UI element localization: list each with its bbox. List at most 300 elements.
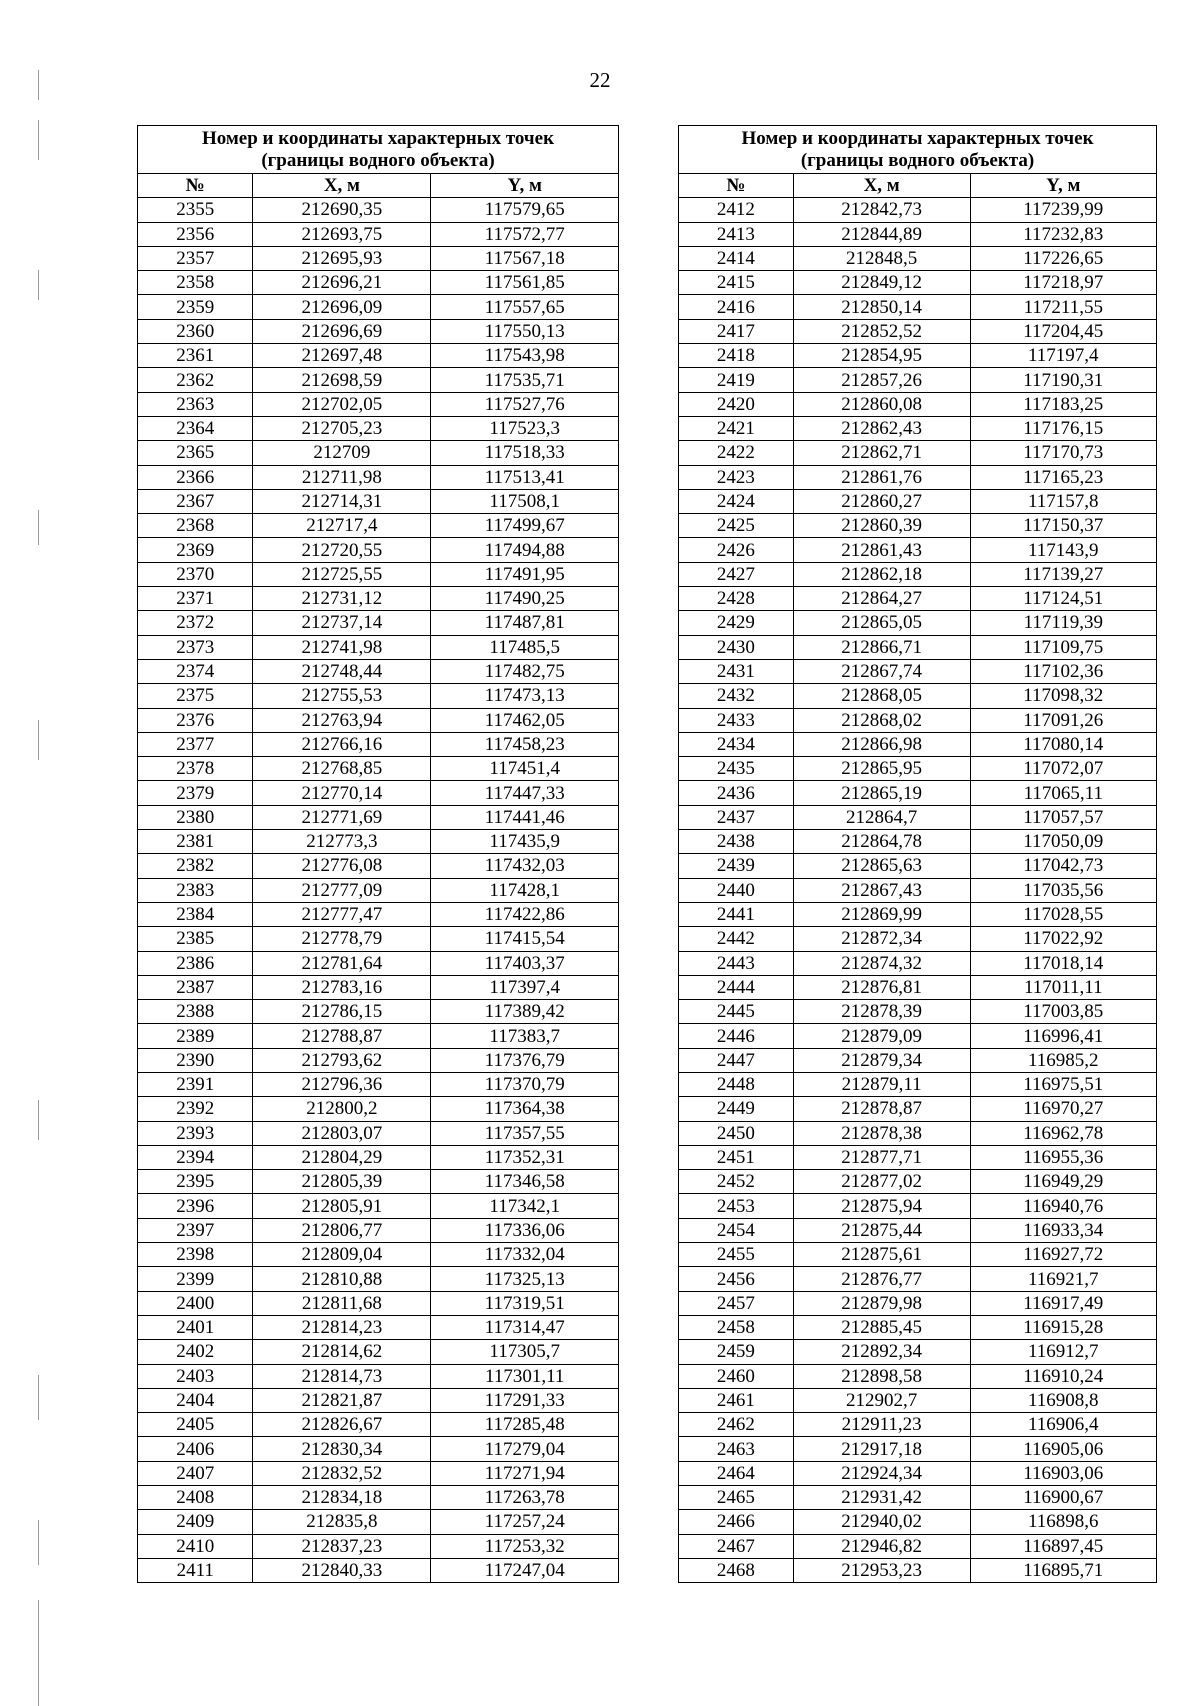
cell-y-coordinate: 117003,85: [970, 1000, 1156, 1024]
cell-point-number: 2396: [138, 1194, 253, 1218]
scan-margin-line: [38, 510, 39, 545]
cell-x-coordinate: 212953,23: [793, 1558, 970, 1582]
cell-y-coordinate: 117285,48: [431, 1413, 619, 1437]
cell-point-number: 2454: [679, 1218, 794, 1242]
cell-x-coordinate: 212842,73: [793, 198, 970, 222]
cell-point-number: 2368: [138, 514, 253, 538]
table-row: [679, 465, 1157, 489]
table-row: [679, 1534, 1157, 1558]
cell-y-coordinate: 117342,1: [431, 1194, 619, 1218]
cell-point-number: 2460: [679, 1364, 794, 1388]
cell-y-coordinate: 117527,76: [431, 392, 619, 416]
cell-x-coordinate: 212885,45: [793, 1315, 970, 1339]
cell-x-coordinate: 212844,89: [793, 222, 970, 246]
cell-point-number: 2394: [138, 1145, 253, 1169]
cell-x-coordinate: 212773,3: [253, 830, 431, 854]
table-row: [138, 1194, 619, 1218]
cell-y-coordinate: 117218,97: [970, 271, 1156, 295]
cell-point-number: 2466: [679, 1510, 794, 1534]
table-row: [679, 295, 1157, 319]
cell-y-coordinate: 117462,05: [431, 708, 619, 732]
cell-y-coordinate: 117567,18: [431, 246, 619, 270]
cell-point-number: 2381: [138, 830, 253, 854]
cell-point-number: 2409: [138, 1510, 253, 1534]
cell-y-coordinate: 117239,99: [970, 198, 1156, 222]
cell-point-number: 2373: [138, 635, 253, 659]
table-row: [138, 1243, 619, 1267]
cell-y-coordinate: 116905,06: [970, 1437, 1156, 1461]
table-row: [138, 732, 619, 756]
cell-point-number: 2462: [679, 1413, 794, 1437]
cell-x-coordinate: 212865,95: [793, 757, 970, 781]
table-row: [679, 1437, 1157, 1461]
table-row: [679, 757, 1157, 781]
cell-x-coordinate: 212940,02: [793, 1510, 970, 1534]
cell-point-number: 2377: [138, 732, 253, 756]
cell-point-number: 2360: [138, 319, 253, 343]
cell-y-coordinate: 117197,4: [970, 344, 1156, 368]
table-row: [679, 635, 1157, 659]
cell-x-coordinate: 212864,78: [793, 830, 970, 854]
cell-point-number: 2422: [679, 441, 794, 465]
cell-y-coordinate: 116912,7: [970, 1340, 1156, 1364]
cell-x-coordinate: 212690,35: [253, 198, 431, 222]
table-row: [679, 222, 1157, 246]
cell-y-coordinate: 117305,7: [431, 1340, 619, 1364]
cell-point-number: 2384: [138, 902, 253, 926]
cell-y-coordinate: 117451,4: [431, 757, 619, 781]
cell-point-number: 2419: [679, 368, 794, 392]
cell-x-coordinate: 212826,67: [253, 1413, 431, 1437]
table-row: [138, 805, 619, 829]
table-row: [679, 368, 1157, 392]
cell-point-number: 2442: [679, 927, 794, 951]
cell-x-coordinate: 212865,19: [793, 781, 970, 805]
cell-x-coordinate: 212725,55: [253, 562, 431, 586]
cell-y-coordinate: 117403,37: [431, 951, 619, 975]
cell-point-number: 2434: [679, 732, 794, 756]
table-title-line1: Номер и координаты характерных точек: [201, 128, 555, 149]
cell-x-coordinate: 212741,98: [253, 635, 431, 659]
cell-y-coordinate: 117183,25: [970, 392, 1156, 416]
table-row: [679, 830, 1157, 854]
cell-x-coordinate: 212748,44: [253, 659, 431, 683]
cell-point-number: 2363: [138, 392, 253, 416]
cell-point-number: 2372: [138, 611, 253, 635]
cell-x-coordinate: 212875,44: [793, 1218, 970, 1242]
cell-y-coordinate: 117301,11: [431, 1364, 619, 1388]
cell-point-number: 2420: [679, 392, 794, 416]
cell-point-number: 2430: [679, 635, 794, 659]
cell-x-coordinate: 212720,55: [253, 538, 431, 562]
table-row: [679, 611, 1157, 635]
cell-x-coordinate: 212711,98: [253, 465, 431, 489]
cell-x-coordinate: 212876,81: [793, 975, 970, 999]
cell-point-number: 2415: [679, 271, 794, 295]
table-row: [679, 1243, 1157, 1267]
cell-point-number: 2458: [679, 1315, 794, 1339]
cell-y-coordinate: 117447,33: [431, 781, 619, 805]
scan-margin-line: [38, 1600, 39, 1706]
cell-point-number: 2439: [679, 854, 794, 878]
cell-x-coordinate: 212803,07: [253, 1121, 431, 1145]
cell-x-coordinate: 212878,38: [793, 1121, 970, 1145]
cell-y-coordinate: 117441,46: [431, 805, 619, 829]
cell-point-number: 2429: [679, 611, 794, 635]
cell-y-coordinate: 117271,94: [431, 1461, 619, 1485]
table-row: [679, 1364, 1157, 1388]
cell-point-number: 2407: [138, 1461, 253, 1485]
column-header-number: №: [138, 174, 253, 198]
cell-x-coordinate: 212861,76: [793, 465, 970, 489]
table-row: [138, 1024, 619, 1048]
cell-point-number: 2385: [138, 927, 253, 951]
cell-point-number: 2459: [679, 1340, 794, 1364]
table-body-right: [679, 198, 1157, 1583]
cell-x-coordinate: 212697,48: [253, 344, 431, 368]
cell-point-number: 2457: [679, 1291, 794, 1315]
cell-x-coordinate: 212810,88: [253, 1267, 431, 1291]
cell-y-coordinate: 116895,71: [970, 1558, 1156, 1582]
cell-x-coordinate: 212804,29: [253, 1145, 431, 1169]
cell-y-coordinate: 117513,41: [431, 465, 619, 489]
column-header-x: X, м: [253, 174, 431, 198]
scan-margin-line: [38, 270, 39, 300]
cell-point-number: 2428: [679, 587, 794, 611]
cell-point-number: 2362: [138, 368, 253, 392]
cell-x-coordinate: 212875,61: [793, 1243, 970, 1267]
cell-point-number: 2436: [679, 781, 794, 805]
cell-x-coordinate: 212702,05: [253, 392, 431, 416]
cell-y-coordinate: 117109,75: [970, 635, 1156, 659]
cell-x-coordinate: 212867,43: [793, 878, 970, 902]
table-row: [679, 1097, 1157, 1121]
cell-y-coordinate: 117050,09: [970, 830, 1156, 854]
table-row: [138, 781, 619, 805]
cell-y-coordinate: 117364,38: [431, 1097, 619, 1121]
coordinates-table-right: [678, 125, 1157, 1583]
cell-x-coordinate: 212860,27: [793, 489, 970, 513]
cell-y-coordinate: 116955,36: [970, 1145, 1156, 1169]
cell-x-coordinate: 212814,73: [253, 1364, 431, 1388]
cell-point-number: 2386: [138, 951, 253, 975]
table-title: [138, 126, 619, 174]
cell-x-coordinate: 212865,63: [793, 854, 970, 878]
cell-y-coordinate: 117473,13: [431, 684, 619, 708]
cell-x-coordinate: 212788,87: [253, 1024, 431, 1048]
cell-y-coordinate: 117150,37: [970, 514, 1156, 538]
table-row: [138, 927, 619, 951]
cell-x-coordinate: 212877,71: [793, 1145, 970, 1169]
cell-x-coordinate: 212862,71: [793, 441, 970, 465]
cell-y-coordinate: 116906,4: [970, 1413, 1156, 1437]
table-row: [679, 1558, 1157, 1582]
cell-y-coordinate: 117018,14: [970, 951, 1156, 975]
cell-x-coordinate: 212946,82: [793, 1534, 970, 1558]
table-row: [679, 1072, 1157, 1096]
cell-x-coordinate: 212805,39: [253, 1170, 431, 1194]
cell-y-coordinate: 116933,34: [970, 1218, 1156, 1242]
cell-y-coordinate: 116996,41: [970, 1024, 1156, 1048]
cell-y-coordinate: 116917,49: [970, 1291, 1156, 1315]
cell-y-coordinate: 116962,78: [970, 1121, 1156, 1145]
table-row: [138, 757, 619, 781]
cell-y-coordinate: 117397,4: [431, 975, 619, 999]
cell-y-coordinate: 117165,23: [970, 465, 1156, 489]
cell-x-coordinate: 212834,18: [253, 1486, 431, 1510]
table-row: [679, 344, 1157, 368]
table-row: [679, 1340, 1157, 1364]
cell-point-number: 2397: [138, 1218, 253, 1242]
table-row: [679, 587, 1157, 611]
cell-x-coordinate: 212837,23: [253, 1534, 431, 1558]
cell-x-coordinate: 212821,87: [253, 1388, 431, 1412]
cell-y-coordinate: 117518,33: [431, 441, 619, 465]
cell-y-coordinate: 116985,2: [970, 1048, 1156, 1072]
cell-x-coordinate: 212865,05: [793, 611, 970, 635]
table-row: [679, 927, 1157, 951]
cell-y-coordinate: 117491,95: [431, 562, 619, 586]
table-row: [138, 271, 619, 295]
cell-y-coordinate: 117042,73: [970, 854, 1156, 878]
cell-y-coordinate: 117332,04: [431, 1243, 619, 1267]
scan-margin-line: [38, 720, 39, 760]
cell-x-coordinate: 212796,36: [253, 1072, 431, 1096]
cell-x-coordinate: 212931,42: [793, 1486, 970, 1510]
cell-y-coordinate: 117508,1: [431, 489, 619, 513]
cell-point-number: 2391: [138, 1072, 253, 1096]
cell-x-coordinate: 212709: [253, 441, 431, 465]
cell-x-coordinate: 212763,94: [253, 708, 431, 732]
cell-point-number: 2401: [138, 1315, 253, 1339]
table-row: [138, 465, 619, 489]
cell-point-number: 2371: [138, 587, 253, 611]
table-row: [138, 392, 619, 416]
cell-point-number: 2393: [138, 1121, 253, 1145]
cell-y-coordinate: 117557,65: [431, 295, 619, 319]
cell-y-coordinate: 117376,79: [431, 1048, 619, 1072]
table-row: [138, 1364, 619, 1388]
cell-point-number: 2389: [138, 1024, 253, 1048]
cell-x-coordinate: 212731,12: [253, 587, 431, 611]
cell-x-coordinate: 212850,14: [793, 295, 970, 319]
cell-point-number: 2383: [138, 878, 253, 902]
cell-point-number: 2467: [679, 1534, 794, 1558]
cell-y-coordinate: 117035,56: [970, 878, 1156, 902]
cell-x-coordinate: 212696,21: [253, 271, 431, 295]
table-title-line2: (границы водного объекта): [800, 150, 1035, 171]
table-row: [679, 1461, 1157, 1485]
cell-x-coordinate: 212879,11: [793, 1072, 970, 1096]
cell-y-coordinate: 117370,79: [431, 1072, 619, 1096]
table-row: [679, 514, 1157, 538]
cell-x-coordinate: 212878,39: [793, 1000, 970, 1024]
cell-x-coordinate: 212878,87: [793, 1097, 970, 1121]
cell-point-number: 2427: [679, 562, 794, 586]
cell-y-coordinate: 117482,75: [431, 659, 619, 683]
cell-point-number: 2463: [679, 1437, 794, 1461]
cell-x-coordinate: 212869,99: [793, 902, 970, 926]
table-row: [679, 489, 1157, 513]
cell-y-coordinate: 117422,86: [431, 902, 619, 926]
cell-y-coordinate: 117389,42: [431, 1000, 619, 1024]
table-row: [138, 1534, 619, 1558]
table-row: [138, 708, 619, 732]
table-row: [679, 319, 1157, 343]
cell-point-number: 2417: [679, 319, 794, 343]
cell-point-number: 2411: [138, 1558, 253, 1582]
table-row: [679, 1000, 1157, 1024]
cell-point-number: 2446: [679, 1024, 794, 1048]
cell-x-coordinate: 212705,23: [253, 416, 431, 440]
table-row: [138, 878, 619, 902]
cell-x-coordinate: 212852,52: [793, 319, 970, 343]
table-row: [679, 805, 1157, 829]
cell-x-coordinate: 212840,33: [253, 1558, 431, 1582]
cell-point-number: 2376: [138, 708, 253, 732]
cell-point-number: 2447: [679, 1048, 794, 1072]
cell-y-coordinate: 117211,55: [970, 295, 1156, 319]
cell-point-number: 2448: [679, 1072, 794, 1096]
table-row: [679, 1267, 1157, 1291]
table-row: [679, 1413, 1157, 1437]
cell-point-number: 2355: [138, 198, 253, 222]
cell-y-coordinate: 117336,06: [431, 1218, 619, 1242]
cell-point-number: 2444: [679, 975, 794, 999]
cell-x-coordinate: 212714,31: [253, 489, 431, 513]
cell-y-coordinate: 116970,27: [970, 1097, 1156, 1121]
cell-point-number: 2380: [138, 805, 253, 829]
cell-y-coordinate: 116897,45: [970, 1534, 1156, 1558]
cell-point-number: 2369: [138, 538, 253, 562]
table-row: [679, 271, 1157, 295]
cell-y-coordinate: 117072,07: [970, 757, 1156, 781]
table-row: [679, 708, 1157, 732]
cell-x-coordinate: 212849,12: [793, 271, 970, 295]
cell-x-coordinate: 212857,26: [793, 368, 970, 392]
cell-y-coordinate: 117291,33: [431, 1388, 619, 1412]
table-row: [138, 1121, 619, 1145]
cell-point-number: 2358: [138, 271, 253, 295]
cell-y-coordinate: 117352,31: [431, 1145, 619, 1169]
cell-x-coordinate: 212786,15: [253, 1000, 431, 1024]
table-row: [138, 489, 619, 513]
cell-point-number: 2468: [679, 1558, 794, 1582]
cell-x-coordinate: 212875,94: [793, 1194, 970, 1218]
cell-x-coordinate: 212879,34: [793, 1048, 970, 1072]
cell-point-number: 2365: [138, 441, 253, 465]
table-row: [138, 1388, 619, 1412]
cell-y-coordinate: 117357,55: [431, 1121, 619, 1145]
table-row: [138, 1097, 619, 1121]
table-row: [679, 732, 1157, 756]
cell-x-coordinate: 212696,69: [253, 319, 431, 343]
cell-x-coordinate: 212854,95: [793, 344, 970, 368]
cell-point-number: 2423: [679, 465, 794, 489]
cell-y-coordinate: 117253,32: [431, 1534, 619, 1558]
table-row: [679, 1170, 1157, 1194]
cell-y-coordinate: 117543,98: [431, 344, 619, 368]
table-row: [679, 1388, 1157, 1412]
table-row: [138, 684, 619, 708]
cell-y-coordinate: 117490,25: [431, 587, 619, 611]
table-row: [679, 951, 1157, 975]
cell-point-number: 2453: [679, 1194, 794, 1218]
table-row: [138, 222, 619, 246]
cell-y-coordinate: 117499,67: [431, 514, 619, 538]
cell-y-coordinate: 117428,1: [431, 878, 619, 902]
cell-y-coordinate: 117022,92: [970, 927, 1156, 951]
cell-x-coordinate: 212892,34: [793, 1340, 970, 1364]
cell-y-coordinate: 117346,58: [431, 1170, 619, 1194]
table-row: [679, 1024, 1157, 1048]
table-row: [138, 1267, 619, 1291]
cell-point-number: 2435: [679, 757, 794, 781]
cell-y-coordinate: 117314,47: [431, 1315, 619, 1339]
cell-point-number: 2426: [679, 538, 794, 562]
scan-margin-line: [38, 1375, 39, 1420]
cell-y-coordinate: 117319,51: [431, 1291, 619, 1315]
cell-y-coordinate: 116898,6: [970, 1510, 1156, 1534]
cell-y-coordinate: 117325,13: [431, 1267, 619, 1291]
table-row: [679, 1218, 1157, 1242]
cell-point-number: 2451: [679, 1145, 794, 1169]
cell-x-coordinate: 212876,77: [793, 1267, 970, 1291]
table-row: [138, 1048, 619, 1072]
cell-y-coordinate: 116900,67: [970, 1486, 1156, 1510]
cell-x-coordinate: 212924,34: [793, 1461, 970, 1485]
table-row: [679, 1121, 1157, 1145]
cell-point-number: 2425: [679, 514, 794, 538]
table-row: [138, 1437, 619, 1461]
table-row: [138, 295, 619, 319]
cell-point-number: 2378: [138, 757, 253, 781]
cell-y-coordinate: 117204,45: [970, 319, 1156, 343]
cell-x-coordinate: 212695,93: [253, 246, 431, 270]
table-row: [138, 1413, 619, 1437]
table-row: [679, 659, 1157, 683]
cell-y-coordinate: 117119,39: [970, 611, 1156, 635]
cell-x-coordinate: 212917,18: [793, 1437, 970, 1461]
table-row: [138, 1558, 619, 1582]
cell-x-coordinate: 212862,43: [793, 416, 970, 440]
table-row: [679, 878, 1157, 902]
coordinates-table-left: [137, 125, 619, 1583]
table-row: [138, 1510, 619, 1534]
cell-y-coordinate: 116903,06: [970, 1461, 1156, 1485]
cell-point-number: 2406: [138, 1437, 253, 1461]
table-row: [138, 1291, 619, 1315]
cell-y-coordinate: 116949,29: [970, 1170, 1156, 1194]
cell-point-number: 2414: [679, 246, 794, 270]
cell-point-number: 2356: [138, 222, 253, 246]
table-title-line1: Номер и координаты характерных точек: [741, 128, 1094, 149]
cell-y-coordinate: 117170,73: [970, 441, 1156, 465]
cell-point-number: 2359: [138, 295, 253, 319]
cell-point-number: 2374: [138, 659, 253, 683]
cell-point-number: 2449: [679, 1097, 794, 1121]
cell-x-coordinate: 212898,58: [793, 1364, 970, 1388]
table-row: [679, 1510, 1157, 1534]
cell-y-coordinate: 116915,28: [970, 1315, 1156, 1339]
cell-point-number: 2445: [679, 1000, 794, 1024]
table-row: [138, 441, 619, 465]
cell-x-coordinate: 212830,34: [253, 1437, 431, 1461]
cell-point-number: 2404: [138, 1388, 253, 1412]
cell-point-number: 2433: [679, 708, 794, 732]
cell-x-coordinate: 212768,85: [253, 757, 431, 781]
cell-y-coordinate: 117535,71: [431, 368, 619, 392]
